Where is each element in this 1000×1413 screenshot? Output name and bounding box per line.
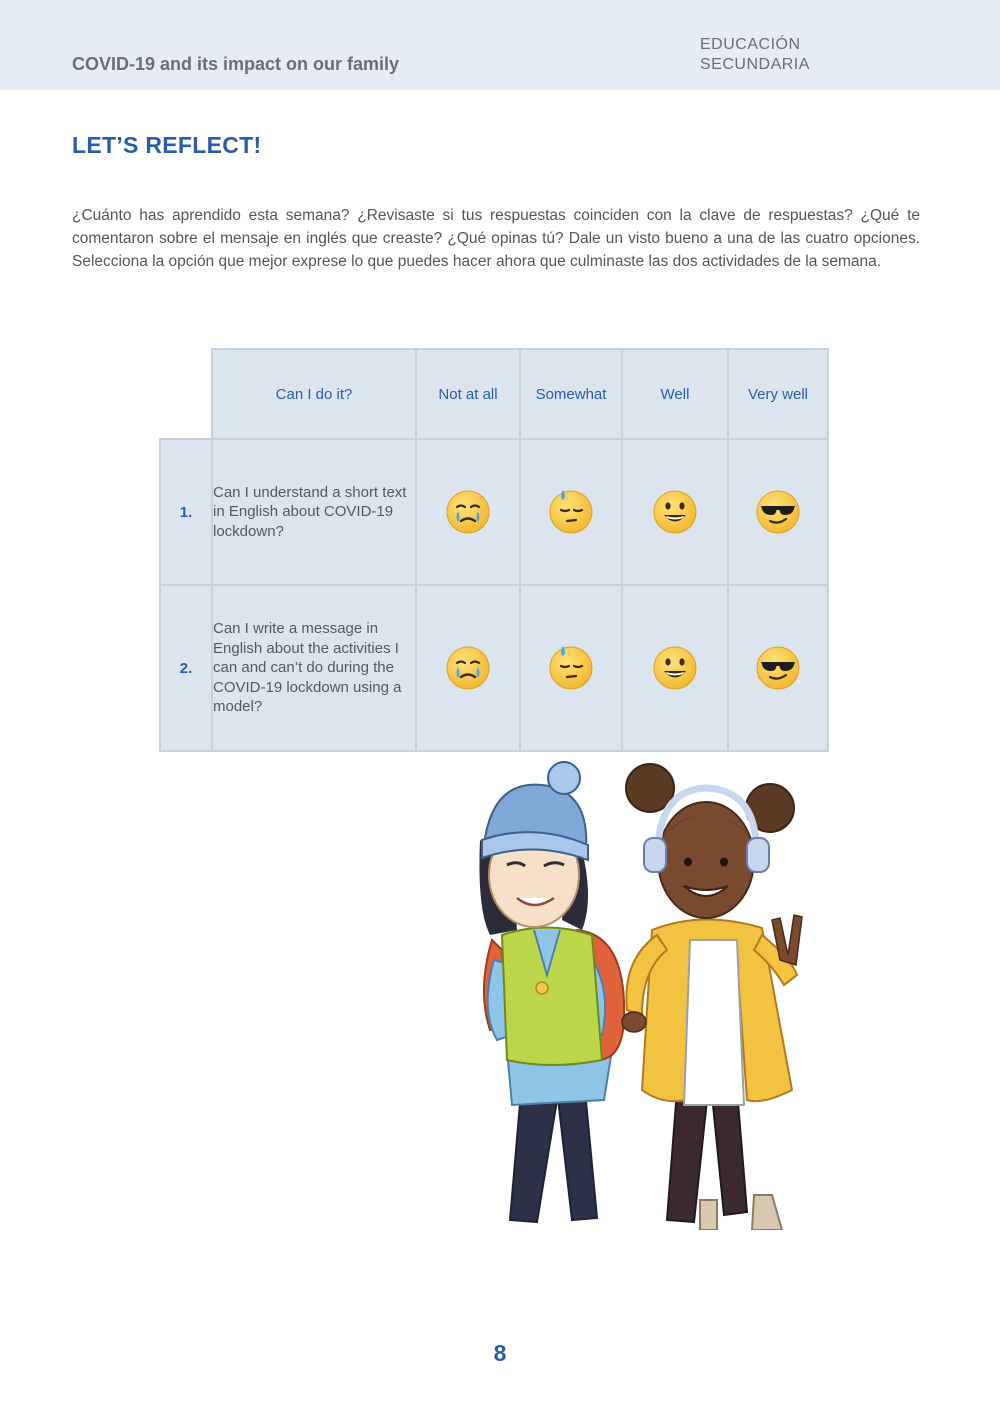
sweat-face-icon — [547, 488, 595, 536]
sweat-face-icon — [547, 644, 595, 692]
girl-with-headphones — [622, 764, 802, 1230]
smiling-face-icon — [651, 488, 699, 536]
option-well[interactable] — [622, 439, 728, 585]
crying-face-icon — [444, 644, 492, 692]
table-header-row — [160, 349, 828, 439]
self-assessment-table — [159, 348, 829, 752]
document-title: COVID-19 and its impact on our family — [72, 54, 400, 74]
table-corner — [160, 349, 212, 439]
students-illustration — [462, 760, 812, 1230]
option-very-well[interactable] — [728, 439, 828, 585]
crying-face-icon — [444, 488, 492, 536]
education-level-line2: SECUNDARIA — [700, 56, 810, 73]
smiling-face-icon — [651, 644, 699, 692]
option-well[interactable] — [622, 585, 728, 751]
education-level — [700, 35, 810, 75]
column-header-can-i-do-it: Can I do it? — [212, 349, 416, 439]
column-header-somewhat: Somewhat — [520, 349, 622, 439]
option-not-at-all[interactable] — [416, 585, 520, 751]
column-header-very-well: Very well — [728, 349, 828, 439]
column-header-well: Well — [622, 349, 728, 439]
option-somewhat[interactable] — [520, 439, 622, 585]
table-row — [160, 439, 828, 585]
option-somewhat[interactable] — [520, 585, 622, 751]
section-heading: LET’S REFLECT! — [72, 132, 262, 158]
row-number: 2. — [160, 585, 212, 751]
option-very-well[interactable] — [728, 585, 828, 751]
education-level-line1: EDUCACIÓN — [700, 36, 801, 53]
row-number: 1. — [160, 439, 212, 585]
girl-with-beanie — [479, 762, 624, 1222]
page-number: 8 — [493, 1340, 507, 1366]
row-question: Can I understand a short text in English about COVID-19 lockdown? — [212, 439, 416, 585]
sunglasses-face-icon — [754, 488, 802, 536]
page-header — [0, 0, 1000, 90]
column-header-not-at-all: Not at all — [416, 349, 520, 439]
intro-paragraph: ¿Cuánto has aprendido esta semana? ¿Revisaste si tus respuestas coinciden con la clave de respuestas? ¿Qué te comentaron sobre el mensaje en inglés que creaste? ¿Qué opinas tú? Dale un visto bueno a una de las cuatro opciones. Selecciona la opción que mejor exprese lo que puedes hacer ahora que culminaste las dos actividades de la semana. — [72, 207, 920, 270]
row-question: Can I write a message in English about the activities I can and can’t do during the COVID-19 lockdown using a model? — [212, 585, 416, 751]
sunglasses-face-icon — [754, 644, 802, 692]
table-row — [160, 585, 828, 751]
option-not-at-all[interactable] — [416, 439, 520, 585]
